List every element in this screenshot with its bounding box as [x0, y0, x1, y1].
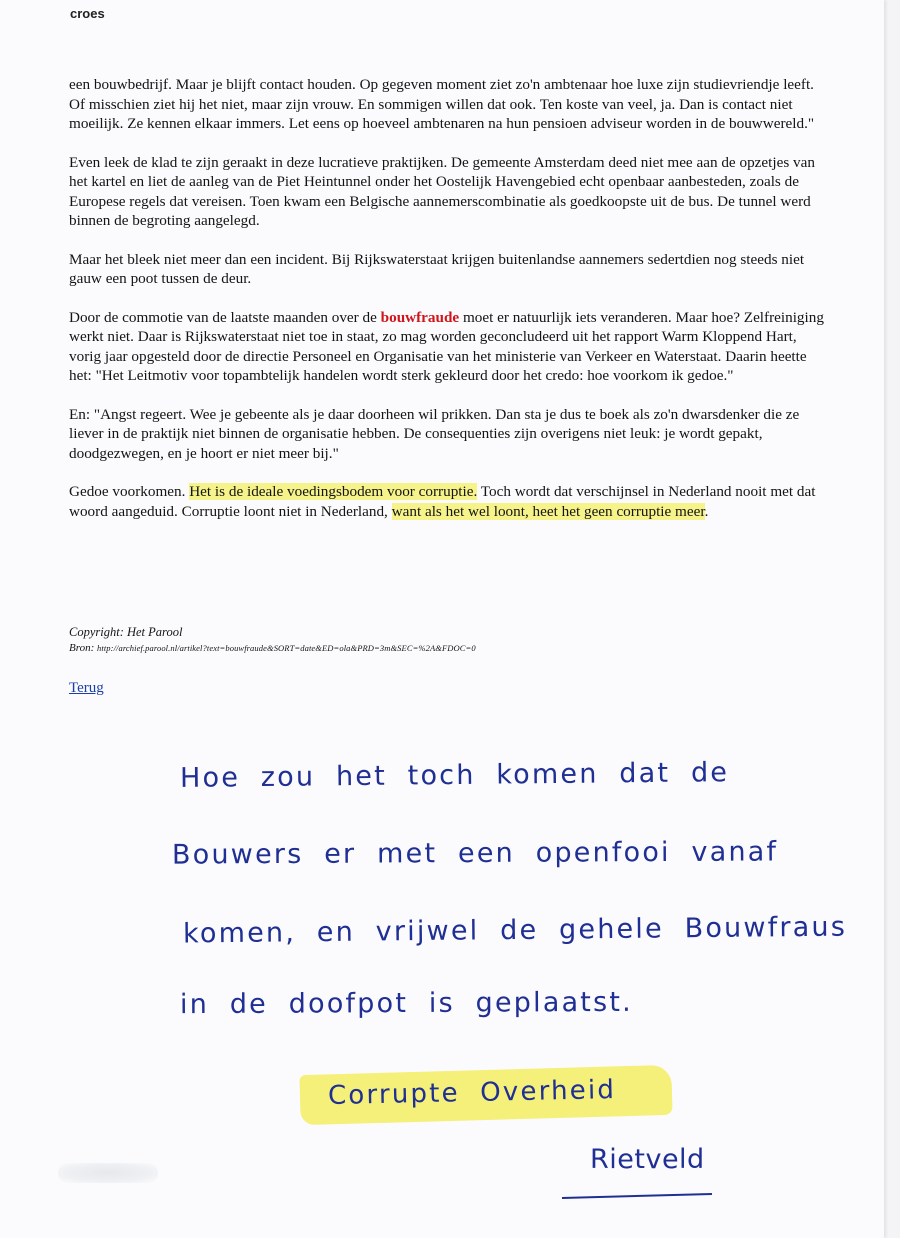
handwritten-signature: Rietveld [590, 1144, 705, 1175]
paragraph-6 [69, 482, 829, 521]
paragraph-2: Even leek de klad te zijn geraakt in deze lucratieve praktijken. De gemeente Amsterdam deed niet mee aan de opzetjes van het kartel en liet de aanleg van de Piet Heintunnel onder het Oostelijk Havengebied echt openbaar aanbesteden, zoals de Europese regels dat vereisen. Toen kwam een Belgische aannemerscombinatie als goedkoopste uit de bus. De tunnel werd binnen de begroting aangelegd. [69, 153, 815, 229]
paragraph-6-end: . [704, 502, 709, 520]
source-url: http://archief.parool.nl/artikel?text=bouwfraude&SORT=date&ED=ola&PRD=3m&SEC=%2A&FDOC=0 [97, 643, 476, 653]
paragraph-6-middle: Toch wordt dat verschijnsel in Nederland nooit met dat woord aangeduid. Corruptie loont niet in Nederland, [69, 483, 816, 520]
header-tag: croes [70, 6, 105, 21]
paper-smudge [58, 1163, 158, 1183]
highlighted-phrase-2: want als het wel loont, heet het geen corruptie meer [391, 502, 705, 520]
handwritten-line-2: Bouwers er met een openfooi vanaf [171, 836, 779, 871]
paragraph-4-rest: moet er natuurlijk iets veranderen. Maar hoe? Zelfreiniging werkt niet. Daar is Rijkswaterstaat niet toe in staat, zo mag worden geconcludeerd uit het rapport Warm Kloppend Hart, vorig jaar opgesteld door de directie Personeel en Organisatie van het ministerie van Verkeer en Waterstaat. Daarin heette het: "Het Leitmotiv voor topambtelijk handelen wordt sterk gekleurd door het credo: hoe voorkom ik gedoe." [69, 308, 824, 384]
keyword-bouwfraude: bouwfraude [380, 308, 460, 326]
source-label: Bron: [69, 642, 95, 654]
source-line [69, 640, 829, 656]
paragraph-3: Maar het bleek niet meer dan een incident. Bij Rijkswaterstaat krijgen buitenlandse aannemers sedertdien nog steeds niet gauw een poot tussen de deur. [69, 250, 805, 287]
handwritten-line-3: komen, en vrijwel de gehele Bouwfraus [182, 911, 848, 950]
copyright-line: Copyright: Het Parool [69, 625, 183, 639]
handwritten-line-1: Hoe zou het toch komen dat de [179, 757, 730, 794]
paragraph-4 [69, 308, 829, 386]
paragraph-4-start: Door de commotie van de laatste maanden over de [69, 308, 381, 326]
highlighted-phrase-1: Het is de ideale voedingsbodem voor corruptie. [189, 483, 478, 500]
paragraph-6-start: Gedoe voorkomen. [69, 483, 190, 500]
signature-underline [562, 1193, 712, 1199]
back-link[interactable]: Terug [69, 680, 104, 696]
article-body [69, 75, 829, 540]
article-meta [69, 624, 829, 656]
paragraph-5: En: "Angst regeert. Wee je gebeente als je daar doorheen wil prikken. Dan sta je dus te boek als zo'n dwarsdenker die ze liever in de praktijk niet binnen de organisatie hebben. De consequenties zijn overigens niet leuk: je wordt gepakt, doodgezwegen, en je hoort er niet meer bij." [69, 405, 800, 462]
handwritten-highlighted-phrase: Corrupte Overheid [327, 1074, 617, 1112]
handwritten-line-4: in de doofpot is geplaatst. [179, 986, 633, 1021]
paragraph-1: een bouwbedrijf. Maar je blijft contact houden. Op gegeven moment ziet zo'n ambtenaar hoe luxe zijn studievriendje leeft. Of misschien ziet hij het niet, maar zijn vrouw. En sommigen willen dat ook. Ten koste van veel, ja. Dan is contact niet moeilijk. Ze kennen elkaar immers. Let eens op hoeveel ambtenaren na hun pensioen adviseur worden in de bouwwereld." [69, 76, 815, 132]
